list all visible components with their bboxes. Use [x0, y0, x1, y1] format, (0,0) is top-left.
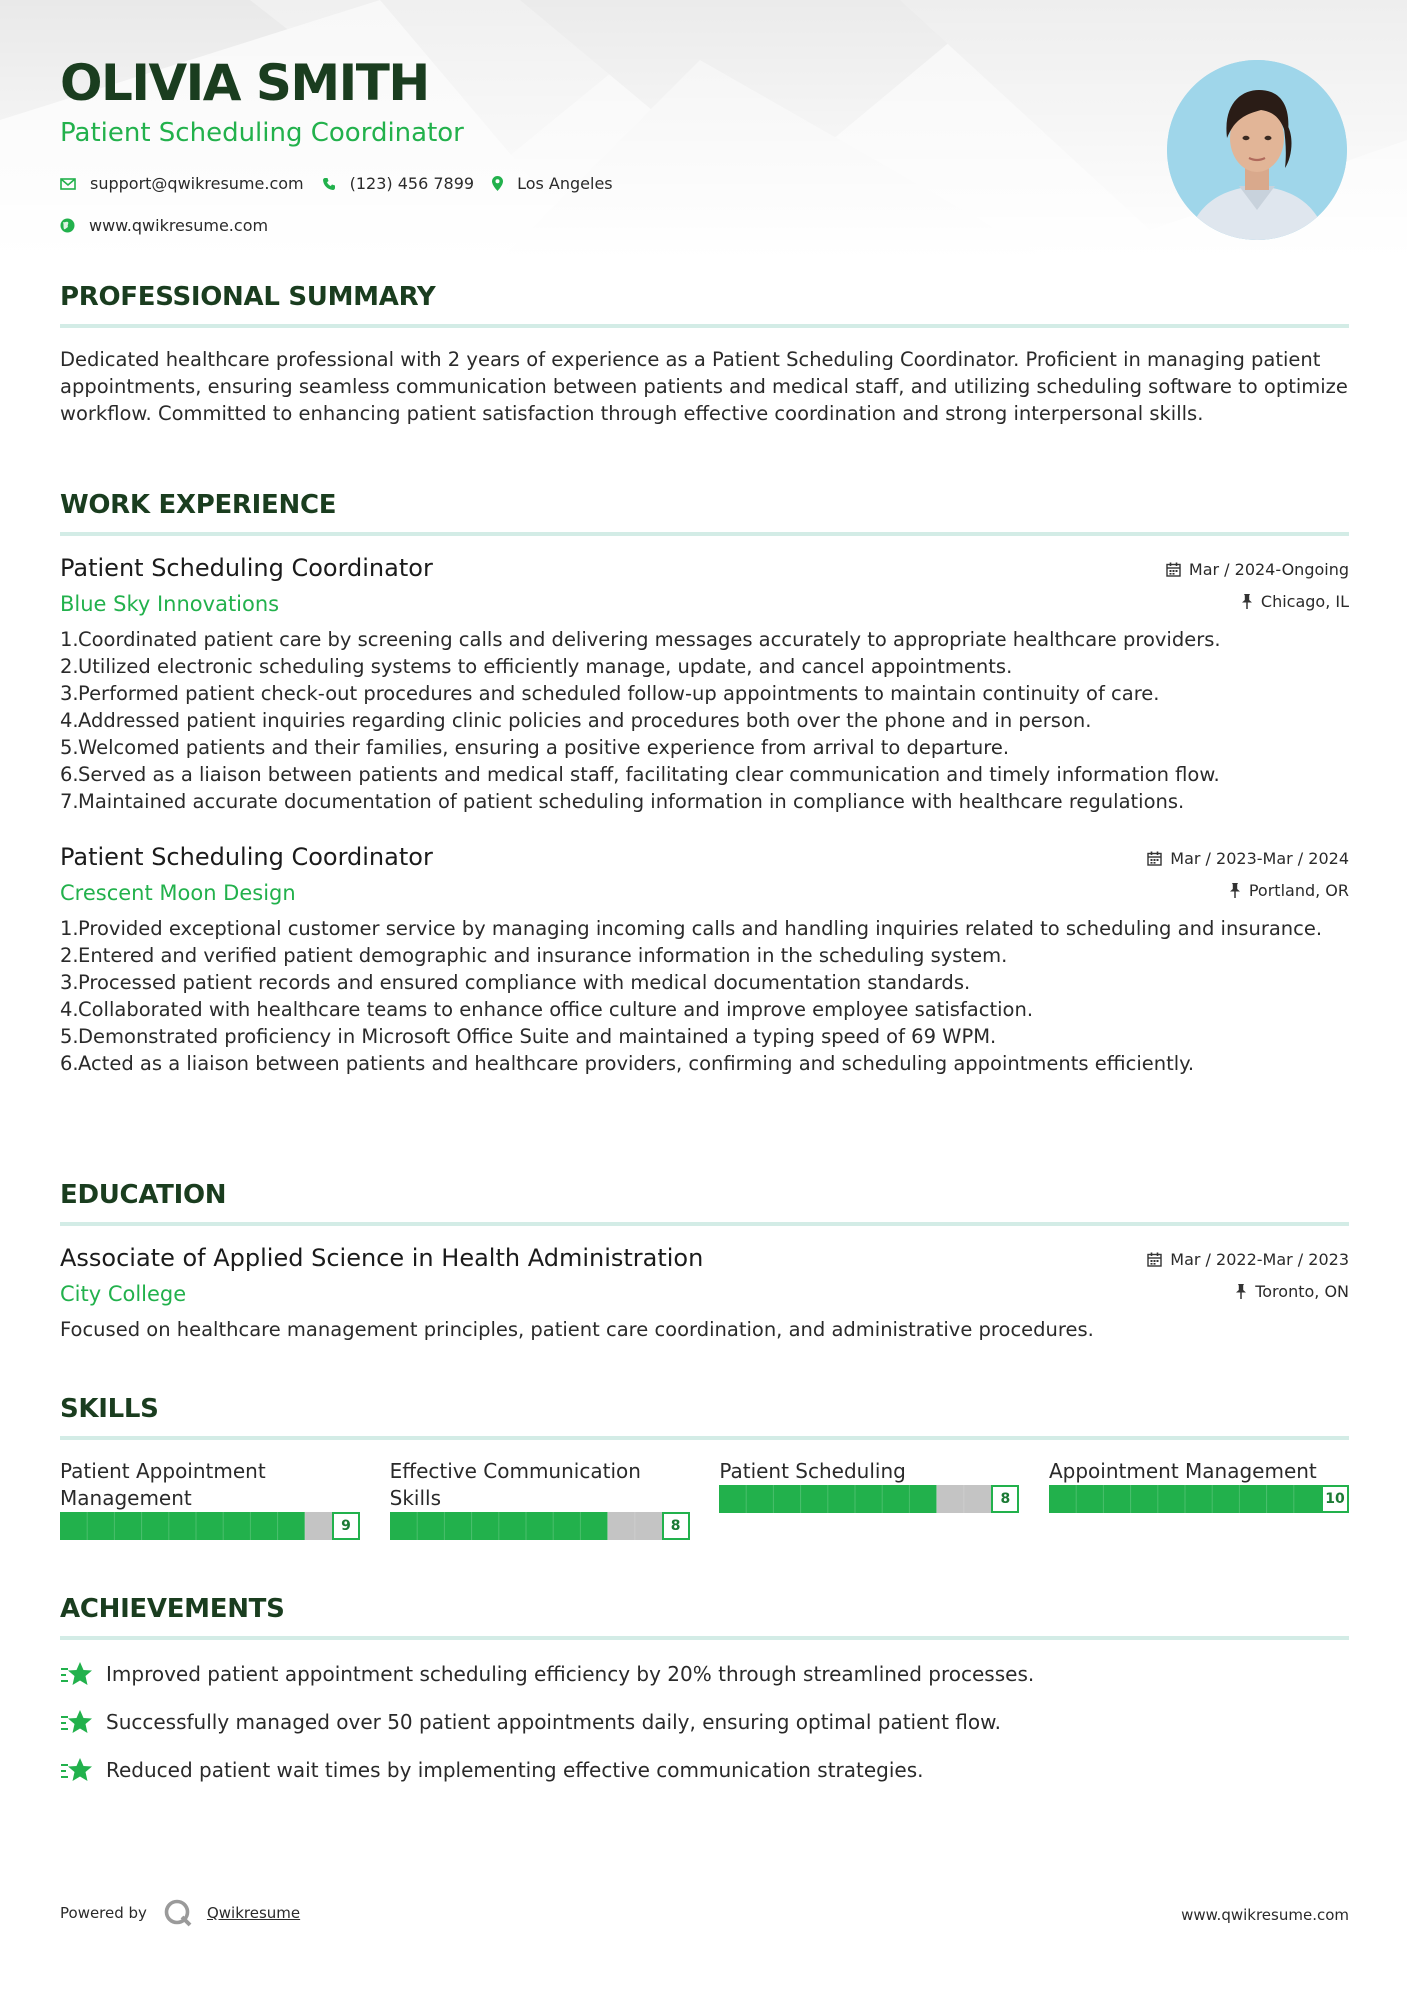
skill-name: Patient Scheduling	[719, 1459, 906, 1483]
education-section	[60, 1180, 1349, 1343]
job-location-text: Chicago, IL	[1260, 592, 1349, 611]
skills-list	[60, 1458, 1349, 1540]
skill-bar-track	[1049, 1485, 1349, 1513]
contact-row	[60, 174, 631, 193]
list-item: Welcomed patients and their families, ensuring a positive experience from arrival to departure.	[78, 736, 1010, 759]
skill-segment-filled	[1131, 1485, 1159, 1513]
job-duties	[60, 626, 1349, 815]
footer-site-link[interactable]: www.qwikresume.com	[1181, 1906, 1349, 1924]
pushpin-icon	[1241, 594, 1253, 609]
qwikresume-logo-icon	[163, 1898, 193, 1928]
job-location	[1229, 881, 1349, 900]
skill-item	[390, 1458, 690, 1540]
skill-segment-filled	[114, 1512, 141, 1540]
skill-segment-filled	[142, 1512, 170, 1540]
skill-segment-filled	[87, 1512, 115, 1540]
globe-icon	[60, 218, 75, 233]
job-date-text: Mar / 2023-Mar / 2024	[1170, 849, 1349, 868]
qwikresume-brand-link[interactable]: Qwikresume	[206, 1904, 301, 1922]
education-heading: EDUCATION	[60, 1180, 227, 1210]
skill-segment-filled	[417, 1512, 445, 1540]
skill-segment-filled	[526, 1512, 554, 1540]
skill-bar	[719, 1485, 1019, 1513]
skill-segment-filled	[1212, 1485, 1240, 1513]
list-item: Collaborated with healthcare teams to enhance office culture and improve employee satisfaction.	[78, 998, 1034, 1021]
skill-segment-filled	[1267, 1485, 1295, 1513]
skill-segment-filled	[196, 1512, 224, 1540]
email-text: support@qwikresume.com	[90, 174, 304, 193]
skill-level-badge: 9	[332, 1512, 360, 1540]
map-pin-icon	[492, 176, 503, 191]
skill-segment-filled	[1049, 1485, 1077, 1513]
achievement-text: Reduced patient wait times by implementing effective communication strategies.	[106, 1758, 924, 1782]
star-icon	[60, 1708, 94, 1736]
skill-segment-filled	[910, 1485, 938, 1513]
skill-segment-empty	[634, 1512, 662, 1540]
skill-segment-filled	[471, 1512, 499, 1540]
skill-name: Patient Appointment Management	[60, 1459, 266, 1510]
education-entry	[60, 1244, 1349, 1343]
skill-bar-track	[719, 1485, 1019, 1513]
skill-segment-filled	[747, 1485, 775, 1513]
skills-section	[60, 1394, 1349, 1540]
list-item: Served as a liaison between patients and medical staff, facilitating clear communication and timely information flow.	[78, 763, 1220, 786]
list-item: Entered and verified patient demographic and insurance information in the scheduling system.	[78, 944, 1008, 967]
skill-segment-filled	[1158, 1485, 1186, 1513]
section-divider	[60, 1222, 1349, 1226]
job-company: Crescent Moon Design	[60, 881, 296, 905]
achievement-text: Improved patient appointment scheduling efficiency by 20% through streamlined processes.	[106, 1662, 1035, 1686]
skill-bar-track	[60, 1512, 360, 1540]
skill-segment-filled	[223, 1512, 251, 1540]
section-divider	[60, 532, 1349, 536]
skill-segment-filled	[774, 1485, 802, 1513]
skill-segment-filled	[1185, 1485, 1213, 1513]
section-divider	[60, 324, 1349, 328]
star-icon	[60, 1660, 94, 1688]
skill-segment-filled	[1103, 1485, 1131, 1513]
job-role: Patient Scheduling Coordinator	[60, 843, 433, 871]
phone-icon	[322, 177, 336, 191]
skill-segment-filled	[1294, 1485, 1322, 1513]
skill-bar	[1049, 1485, 1349, 1513]
achievements-heading: ACHIEVEMENTS	[60, 1594, 285, 1624]
email-contact[interactable]	[60, 174, 304, 193]
skill-segment-filled	[580, 1512, 608, 1540]
job-entry	[60, 843, 1349, 1077]
achievement-item	[60, 1708, 1349, 1736]
skill-level-badge: 8	[991, 1485, 1019, 1513]
job-role: Patient Scheduling Coordinator	[60, 554, 433, 582]
powered-by-text: Powered by	[60, 1904, 147, 1922]
website-text: www.qwikresume.com	[89, 216, 269, 235]
list-item: Utilized electronic scheduling systems to efficiently manage, update, and cancel appointments.	[78, 655, 1013, 678]
location-contact	[492, 174, 613, 193]
skill-segment-filled	[801, 1485, 829, 1513]
skill-segment-filled	[250, 1512, 278, 1540]
skill-item	[719, 1458, 1019, 1540]
location-text: Los Angeles	[517, 174, 613, 193]
skill-segment-filled	[390, 1512, 418, 1540]
job-date	[1166, 560, 1349, 579]
skill-level-badge: 10	[1321, 1485, 1349, 1513]
calendar-icon	[1147, 1252, 1162, 1267]
skill-segment-filled	[1239, 1485, 1267, 1513]
list-item: Provided exceptional customer service by managing incoming calls and handling inquiries related to scheduling and insurance.	[78, 917, 1323, 940]
summary-section	[60, 282, 1349, 427]
skills-heading: SKILLS	[60, 1394, 159, 1424]
education-description: Focused on healthcare management principles, patient care coordination, and administrative procedures.	[60, 1318, 1094, 1341]
skill-bar	[60, 1512, 360, 1540]
achievement-text: Successfully managed over 50 patient appointments daily, ensuring optimal patient flow.	[106, 1710, 1002, 1734]
phone-text: (123) 456 7899	[349, 174, 475, 193]
achievement-item	[60, 1660, 1349, 1688]
section-divider	[60, 1436, 1349, 1440]
skill-segment-filled	[553, 1512, 581, 1540]
achievement-item	[60, 1756, 1349, 1784]
experience-section	[60, 490, 1349, 1077]
skill-segment-empty	[937, 1485, 965, 1513]
skill-segment-empty	[964, 1485, 992, 1513]
job-duties	[60, 915, 1349, 1077]
footer-powered-by	[60, 1898, 300, 1928]
website-contact[interactable]	[60, 216, 268, 235]
envelope-icon	[60, 178, 76, 190]
skill-bar-track	[390, 1512, 690, 1540]
education-location-text: Toronto, ON	[1255, 1282, 1349, 1301]
pushpin-icon	[1229, 883, 1241, 898]
job-company: Blue Sky Innovations	[60, 592, 280, 616]
candidate-title: Patient Scheduling Coordinator	[60, 118, 464, 148]
job-date-text: Mar / 2024-Ongoing	[1188, 560, 1349, 579]
skill-name: Appointment Management	[1048, 1459, 1317, 1483]
education-date	[1147, 1250, 1349, 1269]
star-icon	[60, 1756, 94, 1784]
education-location	[1235, 1282, 1349, 1301]
education-date-text: Mar / 2022-Mar / 2023	[1170, 1250, 1349, 1269]
skill-item	[1049, 1458, 1349, 1540]
skill-bar	[390, 1512, 690, 1540]
skill-segment-filled	[444, 1512, 472, 1540]
skill-segment-filled	[883, 1485, 911, 1513]
summary-text: Dedicated healthcare professional with 2 years of experience as a Patient Scheduling Coordinator. Proficient in managing patient appointments, ensuring seamless communication between patients and medical staff, and utilizing scheduling software to optimize workflow. Committed to enhancing patient satisfaction through effective coordination and strong interpersonal skills.	[60, 348, 1348, 425]
job-location	[1241, 592, 1349, 611]
calendar-icon	[1147, 851, 1162, 866]
website-row	[60, 216, 286, 235]
skill-segment-empty	[607, 1512, 635, 1540]
list-item: Addressed patient inquiries regarding clinic policies and procedures both over the phone and in person.	[78, 709, 1092, 732]
skill-segment-filled	[855, 1485, 883, 1513]
skill-segment-filled	[278, 1512, 306, 1540]
candidate-name: OLIVIA SMITH	[60, 54, 429, 112]
skill-segment-filled	[60, 1512, 88, 1540]
degree-title: Associate of Applied Science in Health Administration	[60, 1244, 704, 1272]
skill-segment-filled	[828, 1485, 856, 1513]
list-item: Demonstrated proficiency in Microsoft Office Suite and maintained a typing speed of 69 WPM.	[78, 1025, 997, 1048]
phone-contact[interactable]	[322, 174, 474, 193]
skill-level-badge: 8	[662, 1512, 690, 1540]
list-item: Maintained accurate documentation of patient scheduling information in compliance with healthcare regulations.	[78, 790, 1185, 813]
achievements-section	[60, 1594, 1349, 1784]
job-location-text: Portland, OR	[1248, 881, 1349, 900]
pushpin-icon	[1235, 1284, 1247, 1299]
section-divider	[60, 1636, 1349, 1640]
list-item: Coordinated patient care by screening calls and delivering messages accurately to appropriate healthcare providers.	[78, 628, 1221, 651]
profile-photo	[1167, 60, 1347, 240]
skill-segment-filled	[719, 1485, 747, 1513]
list-item: Performed patient check-out procedures and scheduled follow-up appointments to maintain continuity of care.	[78, 682, 1160, 705]
skill-segment-filled	[169, 1512, 197, 1540]
skill-item	[60, 1458, 360, 1540]
summary-heading: PROFESSIONAL SUMMARY	[60, 282, 436, 312]
list-item: Processed patient records and ensured compliance with medical documentation standards.	[78, 971, 971, 994]
experience-heading: WORK EXPERIENCE	[60, 490, 337, 520]
list-item: Acted as a liaison between patients and healthcare providers, confirming and scheduling appointments efficiently.	[78, 1052, 1195, 1075]
skill-segment-filled	[1076, 1485, 1104, 1513]
skill-name: Effective Communication Skills	[389, 1459, 641, 1510]
skill-segment-empty	[305, 1512, 333, 1540]
job-entry	[60, 554, 1349, 815]
school-name: City College	[60, 1282, 187, 1306]
skill-segment-filled	[498, 1512, 526, 1540]
calendar-icon	[1166, 562, 1181, 577]
job-date	[1147, 849, 1349, 868]
